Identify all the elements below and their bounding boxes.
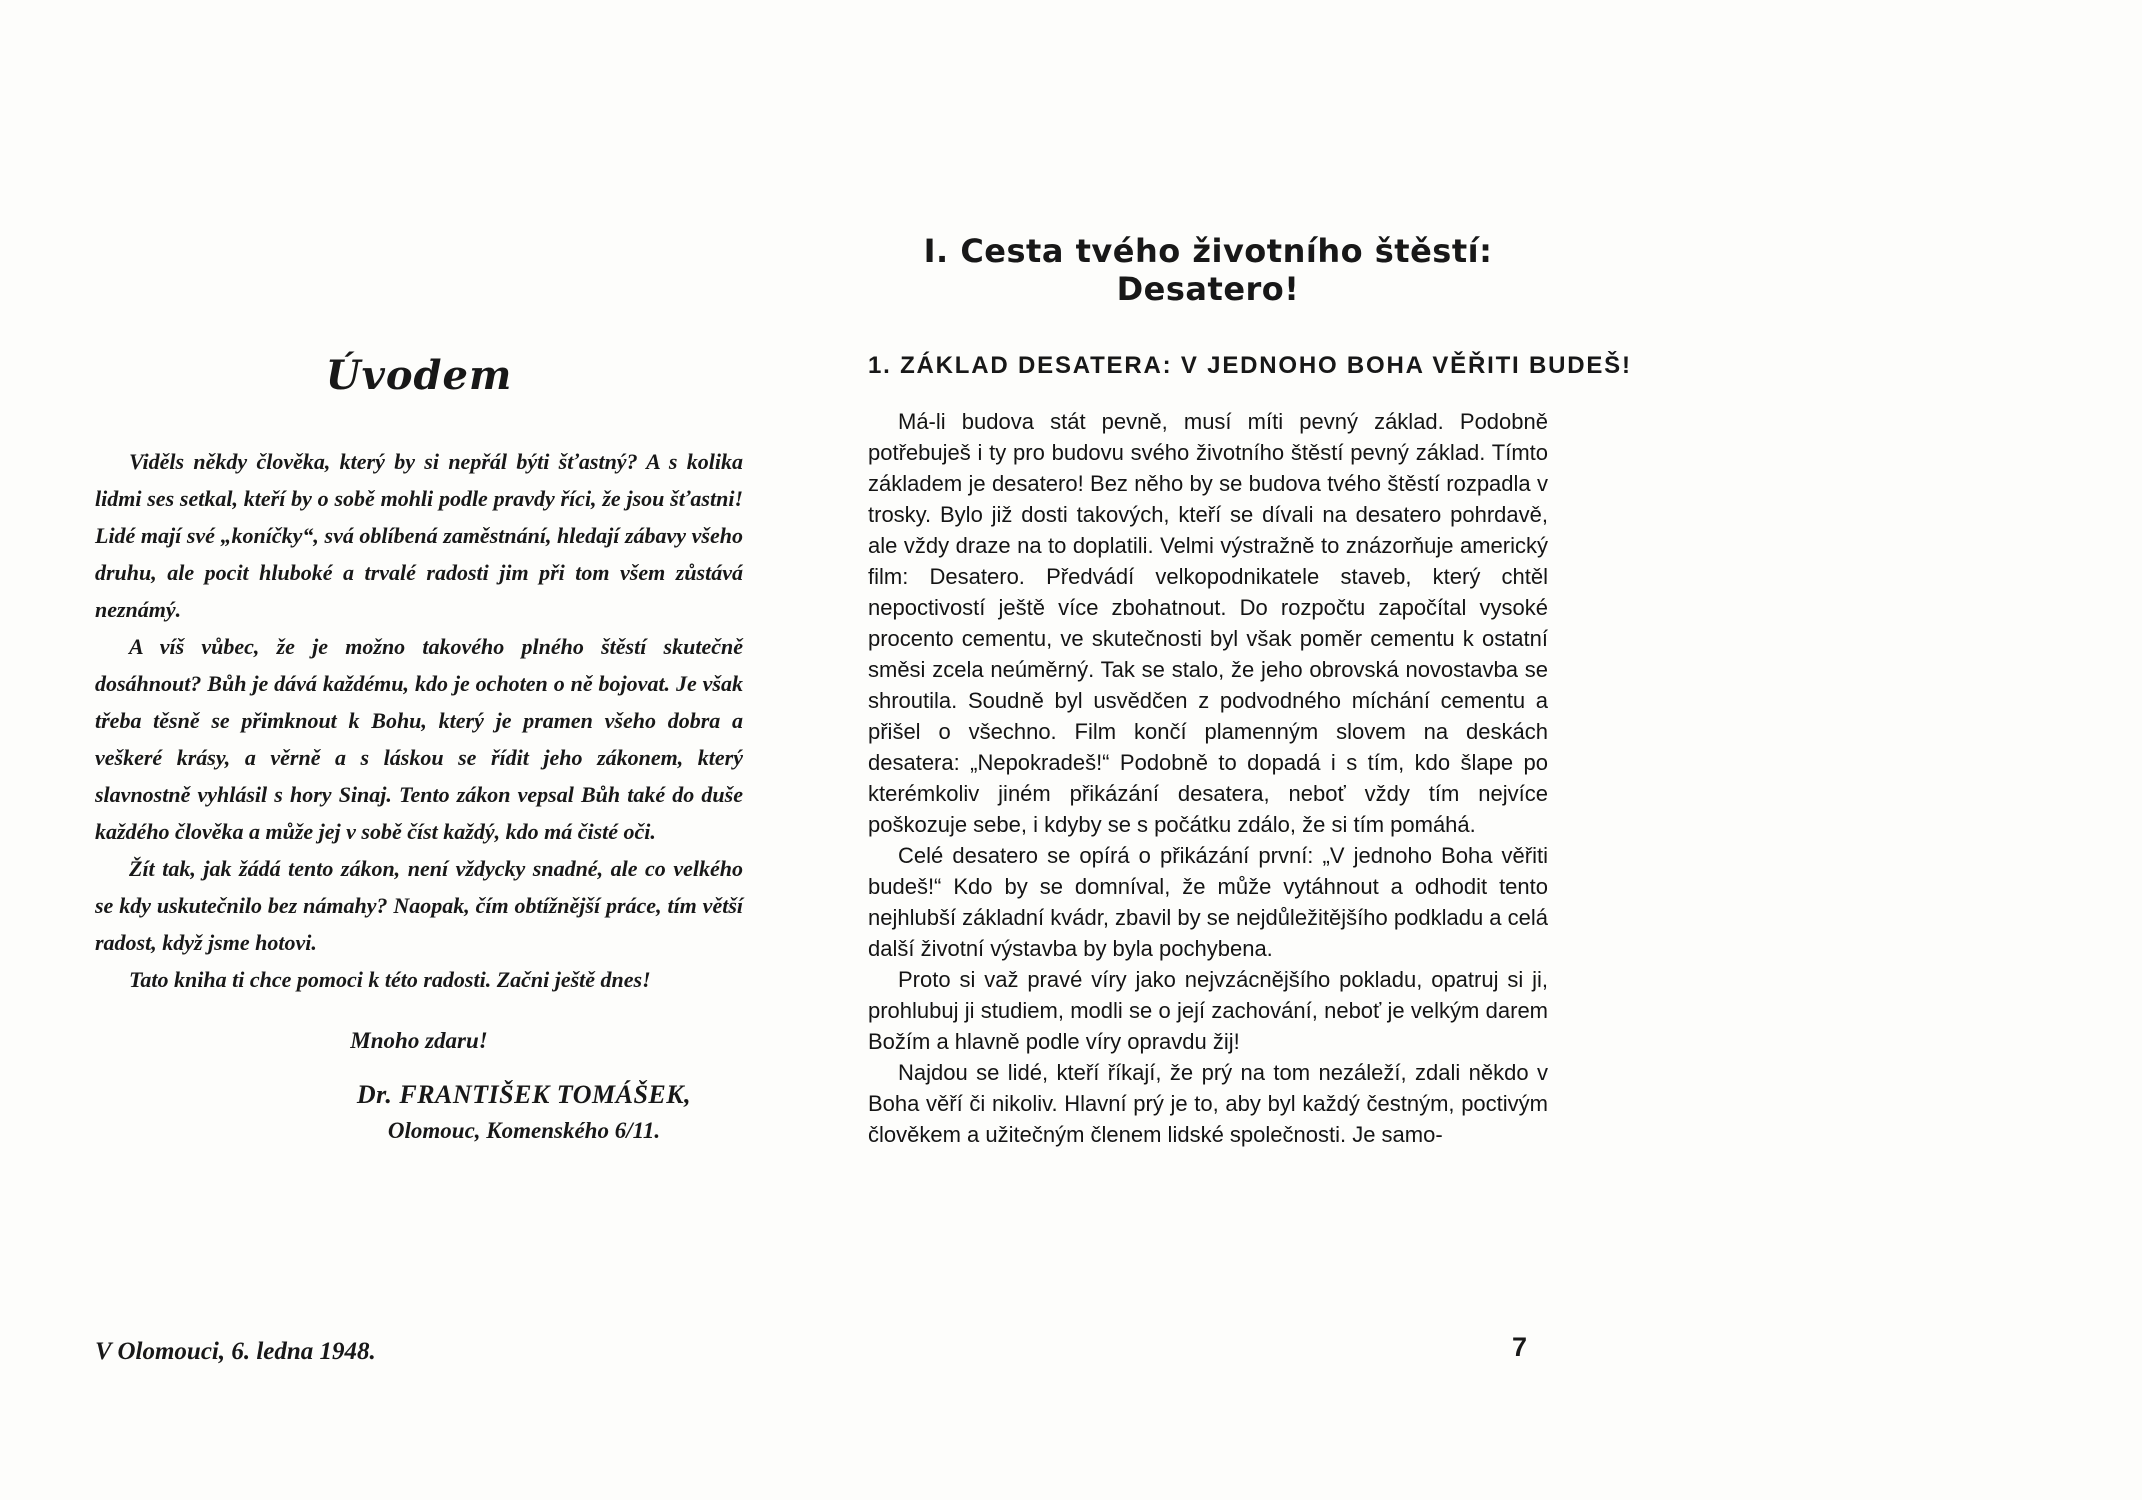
intro-paragraph-3: Žít tak, jak žádá tento zákon, není vždycky snadné, ale co velkého se kdy uskutečnilo bez námahy? Naopak, čím obtížnější práce, tím větší radost, když jsme hotovi. [95, 856, 743, 955]
chapter-paragraph-1: Má-li budova stát pevně, musí míti pevný základ. Podobně potřebuješ i ty pro budovu svého životního štěstí pevný základ. Tímto základem je desatero! Bez něho by se budova tvého štěstí rozpadla v trosky. Bylo již dosti takových, kteří se dívali na desatero pohrdavě, ale vždy draze na to doplatili. Velmi výstražně to znázorňuje americký film: Desatero. Předvádí velkopodnikatele staveb, který chtěl nepoctivostí ještě více zbohatnout. Do rozpočtu započítal vysoké procento cementu, ve skutečnosti byl však poměr cementu k ostatní směsi zcela neúměrný. Tak se stalo, že jeho obrovská novostavba se shroutila. Soudně byl usvědčen z podvodného míchání cementu a přišel o všechno. Film končí plamenným slovem na deskách desatera: „Nepokradeš!“ Podobně to dopadá i s tím, kdo šlape po kterémkoliv jiném přikázání desatera, neboť vždy tím nejvíce poškozuje sebe, i kdyby se s počátku zdálo, že si tím pomáhá. [868, 409, 1548, 837]
chapter-paragraph-2: Celé desatero se opírá o přikázání první: „V jednoho Boha věřiti budeš!“ Kdo by se domníval, že může vytáhnout a odhodit tento nejhlubší základní kvádr, zbavil by se nejdůležitějšího podkladu a celá další životní výstavba by byla pochybena. [868, 843, 1548, 961]
signature-block [95, 1080, 743, 1144]
intro-paragraph-4: Tato kniha ti chce pomoci k této radosti. Začni ještě dnes! [129, 967, 651, 992]
section-title: 1. ZÁKLAD DESATERA: V JEDNOHO BOHA VĚŘITI BUDEŠ! [868, 352, 1632, 379]
closing-line: Mnoho zdaru! [350, 1028, 488, 1053]
signature-address: Olomouc, Komenského 6/11. [387, 1118, 661, 1143]
page-number: 7 [1512, 1332, 1528, 1362]
chapter-paragraph-3: Proto si važ pravé víry jako nejvzácnějšího pokladu, opatruj si ji, prohlubuj ji studiem, modli se o její zachování, neboť je velkým darem Božím a hlavně podle víry opravdu žij! [868, 967, 1548, 1054]
signature-name: Dr. FRANTIŠEK TOMÁŠEK, [356, 1080, 692, 1109]
chapter-paragraph-4: Najdou se lidé, kteří říkají, že prý na tom nezáleží, zdali někdo v Boha věří či nikoliv. Hlavní prý je to, aby byl každý čestným, poctivým člověkem a užitečným členem lidské společnosti. Je samo- [868, 1060, 1548, 1147]
right-page [868, 232, 1632, 1150]
intro-paragraph-1: Viděls někdy člověka, který by si nepřál býti šťastný? A s kolika lidmi ses setkal, kteří by o sobě mohli podle pravdy říci, že jsou šťastni! Lidé mají své „koníčky“, svá oblíbená zaměstnání, hledají zábavy všeho druhu, ale pocit hluboké a trvalé radosti jim při tom všem zůstává neznámý. [95, 449, 743, 622]
dateline: V Olomouci, 6. ledna 1948. [95, 1338, 376, 1365]
chapter-title: I. Cesta tvého životního štěstí: Desatero! [923, 232, 1493, 308]
left-page [95, 352, 743, 1144]
intro-title: Úvodem [325, 352, 513, 399]
intro-paragraph-2: A víš vůbec, že je možno takového plného štěstí skutečně dosáhnout? Bůh je dává každému, kdo je ochoten o ně bojovat. Je však třeba těsně se přimknout k Bohu, který je pramen všeho dobra a veškeré krásy, a věrně a s láskou se řídit jeho zákonem, který slavnostně vyhlásil s hory Sinaj. Tento zákon vepsal Bůh také do duše každého člověka a může jej v sobě číst každý, kdo má čisté oči. [95, 634, 743, 844]
